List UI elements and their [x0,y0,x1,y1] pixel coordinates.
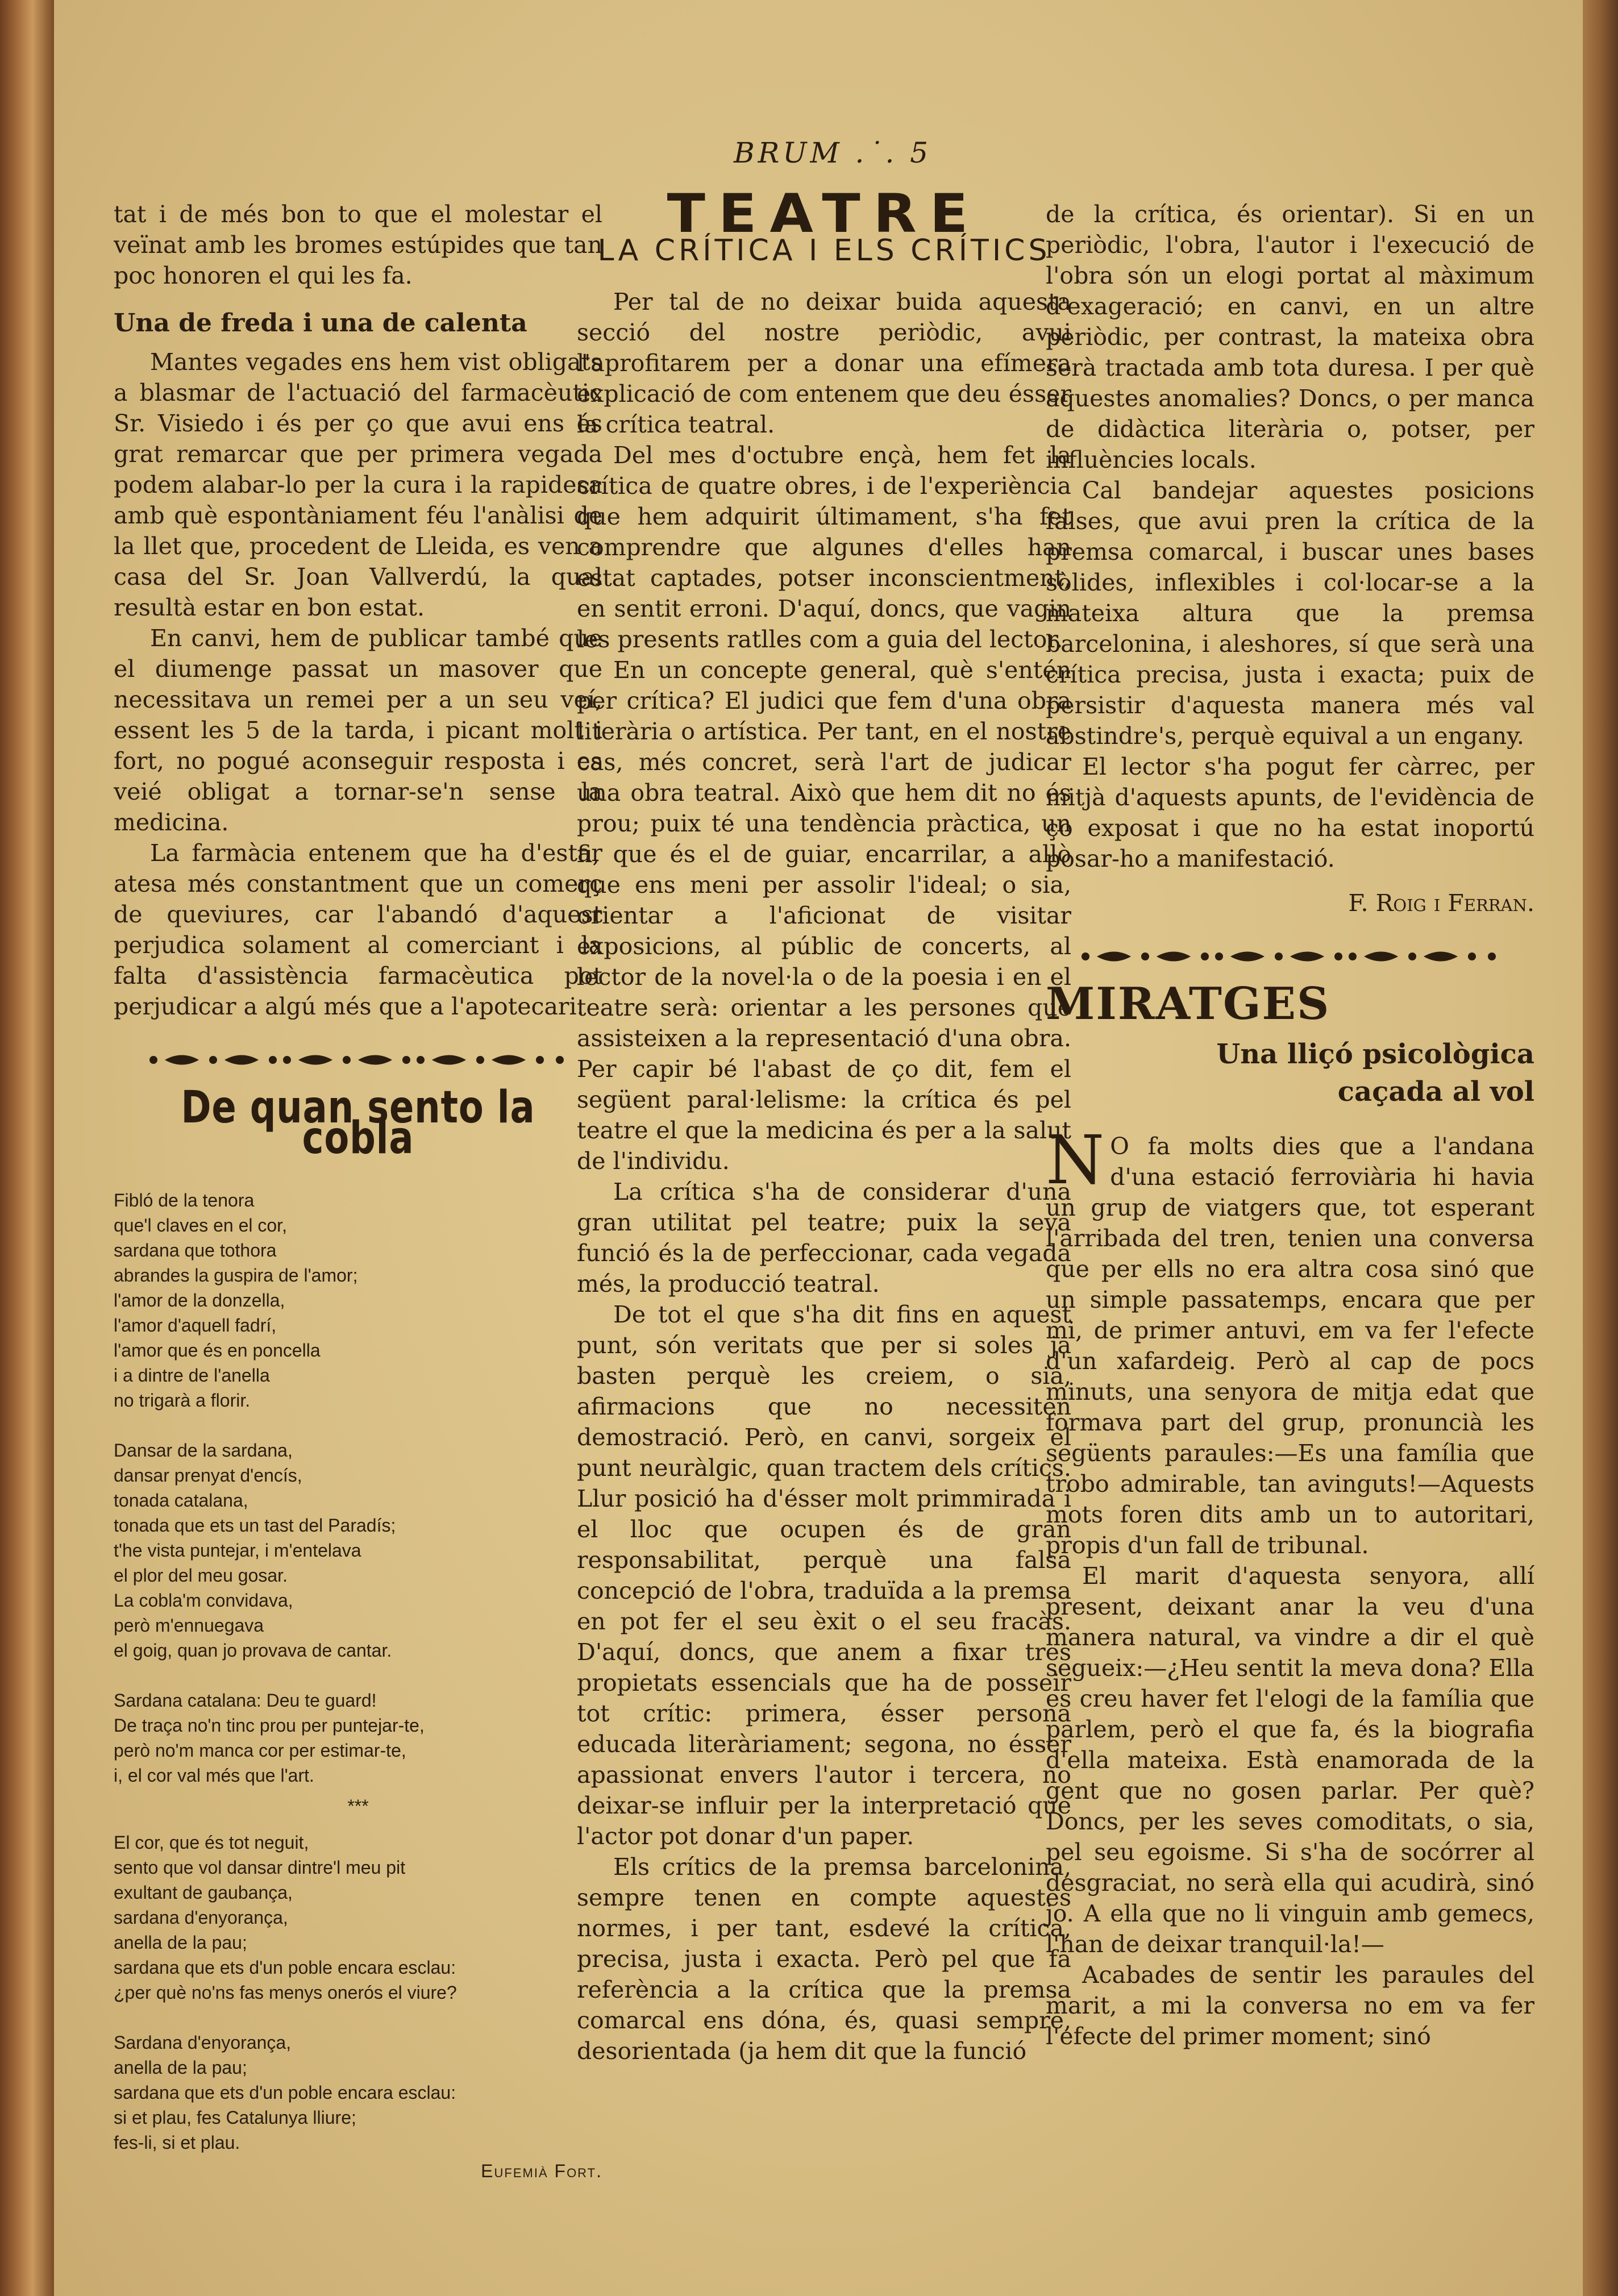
poem-line: el goig, quan jo provava de cantar. [114,1640,392,1661]
poem-stanza [114,2030,602,2155]
poem-line: anella de la pau; [114,1932,247,1953]
poem-line: sardana d'enyorança, [114,1907,288,1928]
poem-line: sardana que tothora [114,1240,277,1261]
poem-line: sardana que ets d'un poble encara esclau: [114,1957,456,1978]
poem-signature: Eufemià Fort. [481,2161,602,2181]
poem-line: fes-li, si et plau. [114,2132,240,2153]
paragraph: de la crítica, és orientar). Si en un periòdic, l'obra, l'autor i l'execució de l'obra són un elogi portat al màximum d'exageració; en canvi, en un altre periòdic, per contrast, la mateixa obra serà tractada amb tota duresa. I per què aquestes anomalies? Doncs, o per manca de didàctica literària o, potser, per influències locals. [1046,201,1534,473]
ornament-divider [1046,947,1534,966]
paragraph: Per tal de no deixar buida aquesta secció del nostre periòdic, avui l'aprofitarem per a donar una efímera explicació de com entenem que deu ésser la crítica teatral. [577,288,1071,438]
poem-line: el plor del meu gosar. [114,1565,288,1586]
newspaper-page [54,0,1583,2296]
section-title: MIRATGES [1046,978,1330,1030]
poem-line: El cor, que és tot neguit, [114,1832,309,1853]
poem-line: i a dintre de l'anella [114,1365,270,1386]
column-middle [577,183,1071,2066]
poem-line: exultant de gaubança, [114,1882,293,1903]
poem-line: sardana que ets d'un poble encara esclau: [114,2082,456,2103]
poem-line: l'amor d'aquell fadrí, [114,1315,277,1336]
poem-line: Fibló de la tenora [114,1190,255,1211]
poem-title: De quan sento la cobla [181,1082,535,1164]
section-subtitle [1046,1035,1534,1110]
paragraph: En canvi, hem de publicar també que el diumenge passat un masover que necessitava un remei per a un seu veí, essent les 5 de la tarda, i picant molt i fort, no pogué aconseguir resposta i es veié obligat a tornar-se'n sense la medicina. [114,625,602,836]
column-right [1046,199,1534,2052]
paragraph: Els crítics de la premsa barcelonina, sempre tenen en compte aquestes normes, i per tant, esdevé la crítica, precisa, justa i exacta. Però pel que fa referència a la crítica que la premsa comarcal ens dóna, és, quasi sempre, desorientada (ja hem dit que la funció [577,1853,1071,2065]
poem-line: tonada catalana, [114,1490,248,1511]
poem-line: no trigarà a florir. [114,1390,251,1411]
column-left [114,199,602,2183]
paragraph: La farmàcia entenem que ha d'estar atesa més constantment que un comerç de queviures, car l'abandó d'aquest perjudica solament al comerciant i la falta d'assistència farmacèutica pot perjudicar a algú més que a l'apotecari. [114,839,602,1020]
poem-line: ¿per què no'ns fas menys onerós el viure? [114,1982,457,2003]
paragraph: De tot el que s'ha dit fins en aquest punt, són veritats que per si soles ja basten perquè les creiem, o sia, afirmacions que no necessiten demostració. Però, en canvi, sorgeix el punt neuràlgic, quan tractem dels crítics. Llur posició ha d'ésser molt primmirada i el lloc que ocupen és de gran responsabilitat, perquè una falsa concepció de l'obra, traduïda a la premsa en pot fer el seu èxit o el seu fracàs. D'aquí, doncs, que anem a fixar tres propietats essencials que ha de posseir tot crític: primera, ésser persona educada literàriament; segona, no ésser apassionat envers l'autor i tercera, no deixar-se influir per la interpretació que l'actor pot donar d'un paper. [577,1301,1071,1850]
paragraph [1046,1121,1534,1561]
poem-line: si et plau, fes Catalunya lliure; [114,2107,356,2128]
poem-line: De traça no'n tinc prou per puntejar-te, [114,1715,425,1736]
poem-line: tonada que ets un tast del Paradís; [114,1515,396,1536]
poem-line: Sardana d'enyorança, [114,2032,292,2053]
poem-line: l'amor que és en poncella [114,1340,321,1361]
section-title: TEATRE [667,183,981,245]
paragraph: tat i de més bon to que el molestar el veïnat amb les bromes estúpides que tan poc honoren el qui les fa. [114,201,602,289]
paragraph: En un concepte general, què s'entén per crítica? El judici que fem d'una obra literària o artística. Per tant, en el nostre cas, més concret, serà l'art de judicar una obra teatral. Això que hem dit no és prou; puix té una tendència pràctica, un fi, que és el de guiar, encarrilar, a allò que ens meni per assolir l'ideal; o sia, orientar a l'aficionat de visitar exposicions, al públic de concerts, al lector de la novel·la o de la poesia i en el teatre serà: orientar a les persones que assisteixen a la representació d'una obra. Per capir bé l'abast de ço dit, fem el següent paral·lelisme: la crítica és pel teatre el que la medicina és per a la salut de l'individu. [577,656,1071,1175]
poem-line: sento que vol dansar dintre'l meu pit [114,1857,406,1878]
paragraph: Acabades de sentir les paraules del marit, a mi la conversa no em va fer l'efecte del primer moment; sinó [1046,1961,1534,2050]
subtitle-line: Una lliçó psicològica [1216,1038,1534,1070]
poem-line: t'he vista puntejar, i m'entelava [114,1540,361,1561]
paragraph: El lector s'ha pogut fer càrrec, per mitjà d'aquests apunts, de l'evidència de ço exposat i que no ha estat inoportú posar-ho a manifestació. [1046,753,1534,872]
book-spine-left [0,0,54,2296]
poem-line: anella de la pau; [114,2057,247,2078]
poem [114,1188,602,2183]
paragraph: El marit d'aquesta senyora, allí present, deixant anar la veu d'una manera natural, va vindre a dir el què segueix:—¿Heu sentit la meva dona? Ella es creu haver fet l'elogi de la família que parlem, però el que fa, és la biografia d'ella mateixa. Està enamorada de la gent que no gosen parlar. Per què? Doncs, per les seves comoditats, o sia, pel seu egoisme. Si s'ha de socórrer al desgraciat, no serà ella qui acudirà, sinó jo. A ella que no li vinguin amb gemecs, l'han de deixar tranquil·la!— [1046,1562,1534,1958]
poem-line: Sardana catalana: Deu te guard! [114,1690,377,1711]
section-subtitle: LA CRÍTICA I ELS CRÍTICS [597,234,1051,268]
poem-line: dansar prenyat d'encís, [114,1465,302,1486]
drop-cap: N [1046,1121,1105,1199]
poem-line: abrandes la guspira de l'amor; [114,1265,358,1286]
paragraph: La crítica s'ha de considerar d'una gran utilitat pel teatre; puix la seva funció és la de perfeccionar, cada vegada més, la producció teatral. [577,1178,1071,1297]
article-signature: F. Roig i Ferran. [1348,889,1534,917]
poem-line: La cobla'm convidava, [114,1590,293,1611]
poem-line: però no'm manca cor per estimar-te, [114,1740,406,1761]
paragraph-text: O fa molts dies que a l'andana d'una estació ferroviària hi havia un grup de viatgers que, tot esperant l'arribada del tren, tenien una conversa que per ells no era altra cosa sinó que un simple passatemps, encara que per mi, de primer antuvi, em va fer l'efecte d'un xafardeig. Però al cap de pocs minuts, una senyora de mitja edat que formava part del grup, pronuncià les següents paraules:—Es una família que trobo admirable, tan avinguts!—Aquests mots foren dits amb un to autoritari, propis d'un fall de tribunal. [1046,1133,1534,1559]
page-header: BRUM .˙. 5 [733,136,932,169]
asterism: *** [347,1796,369,1816]
poem-line: però m'ennuegava [114,1615,264,1636]
poem-stanza [114,1688,602,1788]
poem-line: Dansar de la sardana, [114,1440,293,1461]
poem-line: l'amor de la donzella, [114,1290,285,1311]
ornament-divider [114,1050,602,1070]
paragraph: Del mes d'octubre ençà, hem fet la crítica de quatre obres, i de l'experiència que hem adquirit últimament, s'ha fet comprendre que algunes d'elles han estat captades, potser inconscientment, en sentit erroni. D'aquí, doncs, que vagin les presents ratlles com a guia del lector. [577,442,1071,653]
paragraph: Cal bandejar aquestes posicions falses, que avui pren la crítica de la premsa comarcal, i buscar unes bases sòlides, inflexibles i col·locar-se a la mateixa altura que la premsa barcelonina, i aleshores, sí que serà una crítica precisa, justa i exacta; puix de persistir d'aquesta manera més val abstindre's, perquè equival a un engany. [1046,477,1534,750]
poem-line: que'l claves en el cor, [114,1215,287,1236]
poem-stanza [114,1188,602,1413]
section-subhead: Una de freda i una de calenta [114,309,527,338]
poem-stanza [114,1438,602,1663]
subtitle-line: caçada al vol [1337,1076,1534,1108]
poem-line: i, el cor val més que l'art. [114,1765,314,1786]
poem-stanza [114,1830,602,2005]
paragraph: Mantes vegades ens hem vist obligats a blasmar de l'actuació del farmacèutic Sr. Visiedo i és per ço que avui ens és grat remarcar que per primera vegada podem alabar-lo per la cura i la rapidesa amb què espontàniament féu l'anàlisi de la llet que, procedent de Lleida, es ven a casa del Sr. Joan Vallverdú, la qual resultà estar en bon estat. [114,348,602,621]
